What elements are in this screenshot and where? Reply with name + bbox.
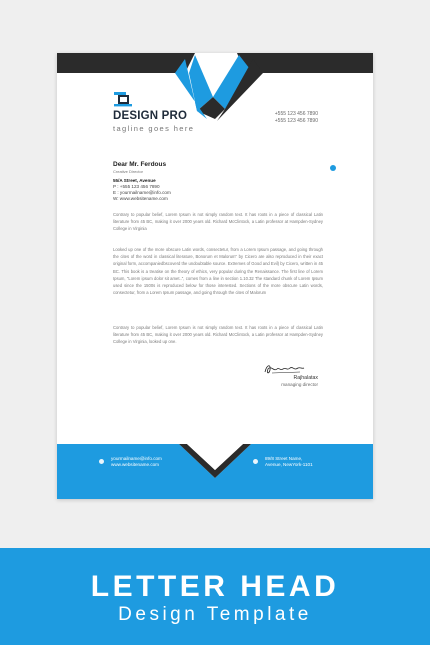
address-web: W: www.websitename.com (113, 196, 168, 201)
header-contact (275, 111, 318, 124)
footer-address-line-1: 89/8 Street Name, (265, 456, 303, 461)
footer-address (265, 456, 313, 469)
footer-email: yourmailname@info.com (111, 456, 162, 461)
recipient-block (113, 161, 166, 174)
header-phone-1: +555 123 456 7890 (274, 111, 318, 117)
recipient-title: Creative Director (113, 169, 144, 174)
recipient-name: Dear Mr. Ferdous (113, 161, 167, 168)
address-street: 55/A Street, Avenue (113, 178, 156, 183)
body-paragraph-2: Looked up one of the more obscure Latin words, consectetur, from a Lorem Ipsum passage, and going through the cites of the word in classical literature, Bonorum et Malorum" by Cicero are also reproduced in their exact original form, accompaniedbscoverd the undoubtable source. Extremes of Good and Evil) by Cicero, written in 45 BC. This book is a treatise on the theory of ethics, very popular during the Renaissance. The first line of Lorem Ipsum, "Lorem ipsum dolor sit amet..", comes from a line in section 1.10.32 The standard chunk of Lorem Ipsum used since the 1500s is reproduced below for those interested. Sections of the more obscure Latin words, consectetur, from a Lorem Ipsum passage, and going through the cites of Malorum (113, 247, 323, 296)
signatory-role: managing director (281, 382, 318, 387)
location-icon (253, 459, 258, 464)
signatory-name: Rajhalatax (293, 375, 318, 381)
footer-web: www.websitename.com (111, 462, 159, 468)
banner-subtitle: Design Template (118, 604, 312, 625)
body-paragraph-3: Contrary to popular belief, Lorem Ipsum is not simply random text. It has roots in a piece of classical Latin literature from 45 BC, making it over 2000 years old. Richard McClintock, a Latin professor at Hampden-Sydney College in Virginia, looked up one. (113, 325, 323, 345)
header-phone-2: +555 123 456 7890 (274, 117, 318, 124)
header-decoration (57, 53, 373, 125)
signature-scribble (262, 362, 306, 376)
brand-tagline: tagline goes here (113, 124, 195, 133)
email-icon (99, 459, 104, 464)
phone-icon (330, 165, 336, 171)
address-email: E : yourmailname@info.com (113, 190, 171, 195)
brand-name: DESIGN PRO (113, 110, 188, 122)
address-phone: P : +555 123 456 7890 (113, 184, 160, 189)
footer-contact (111, 456, 162, 469)
body-paragraph-1: Contrary to popular belief, Lorem Ipsum is not simply random text. It has roots in a piece of classical Latin literature from 45 BC, making it over 2000 years old. Richard McClintock, a Latin professor at Hampden-Sydney College in Virginia (113, 212, 323, 232)
address-block (113, 178, 171, 202)
footer-address-line-2: Avenue, NewYork-1101 (265, 462, 313, 468)
footer-decoration (57, 438, 373, 499)
letterhead-page (57, 53, 373, 499)
banner-title: LETTER HEAD (90, 570, 340, 603)
logo-icon (113, 91, 133, 107)
